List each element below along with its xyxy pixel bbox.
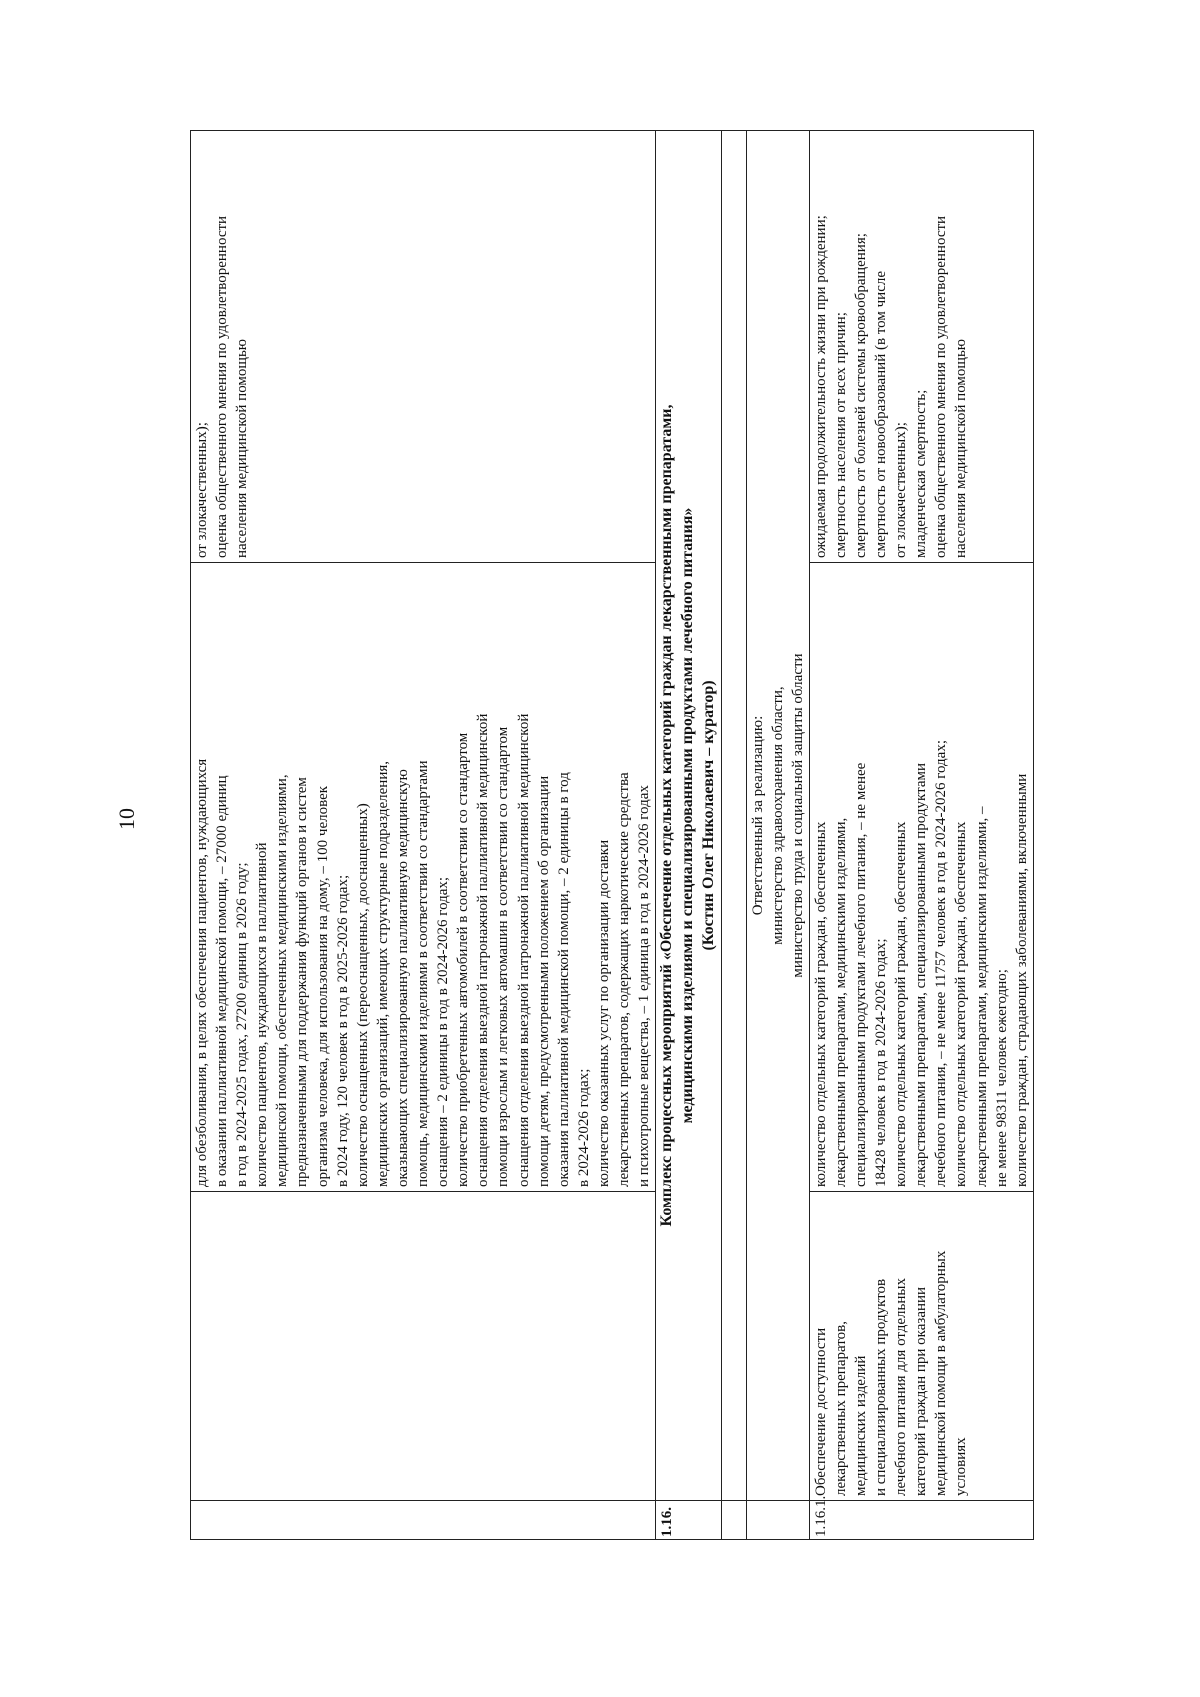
section-number: 1.16. xyxy=(656,1501,721,1540)
responsible-cell xyxy=(746,131,809,1501)
section-title-lines xyxy=(657,135,719,1496)
empty-cell xyxy=(721,1501,746,1540)
text-line: в год в 2024-2025 годах, 27200 единиц в 2026 году; xyxy=(234,862,251,1187)
indicators-cell xyxy=(191,563,656,1192)
text-line: медицинских организаций, имеющих структурные подразделения, xyxy=(374,761,391,1187)
text-line: и специализированных продуктов xyxy=(873,1278,890,1496)
text-line: лечебного питания для отдельных xyxy=(893,1278,910,1496)
goals-cell xyxy=(191,131,656,563)
text-line: помощи взрослым и легковых автомашин в соответствии со стандартом xyxy=(495,726,512,1187)
text-line: количество граждан, страдающих заболеваниями, включенными xyxy=(1013,773,1030,1187)
text-line: лекарственными препаратами, специализированными продуктами xyxy=(913,762,930,1187)
row-number: 1.16.1. xyxy=(809,1501,1033,1540)
page-number: 10 xyxy=(114,808,139,830)
text-line: условиях xyxy=(953,1437,970,1496)
table-row xyxy=(809,131,1033,1540)
text-line: лекарственными препаратами, медицинскими изделиями, xyxy=(832,817,849,1187)
text-line: населения медицинской помощью xyxy=(953,338,970,558)
text-line: помощь, медицинскими изделиями в соответствии со стандартами xyxy=(415,760,432,1187)
text-line: количество оказанных услуг по организации доставки xyxy=(595,839,612,1187)
text-line: предназначенными для поддержания функций органов и систем xyxy=(294,777,311,1187)
text-line: смертность населения от всех причин; xyxy=(832,312,849,558)
text-line: количество оснащенных (переоснащенных, дооснащенных) xyxy=(354,803,371,1187)
text-line: Обеспечение доступности xyxy=(812,1327,829,1496)
text-line: смертность от болезней системы кровообращения; xyxy=(853,233,870,558)
text-line: количество приобретенных автомобилей в соответствии со стандартом xyxy=(455,732,472,1187)
text-line: оценка общественного мнения по удовлетворенности xyxy=(214,215,231,558)
text-line: населения медицинской помощью xyxy=(234,338,251,558)
text-line: министерство труда и социальной защиты области xyxy=(789,653,806,978)
text-line: количество отдельных категорий граждан, обеспеченных xyxy=(893,821,910,1187)
text-line: лекарственных препаратов, содержащих наркотические средства xyxy=(615,772,632,1187)
text-line: министерство здравоохранения области, xyxy=(769,686,786,945)
text-line: оценка общественного мнения по удовлетворенности xyxy=(933,215,950,558)
indicators-cell xyxy=(809,563,1033,1192)
measure-name-lines xyxy=(811,1196,972,1496)
measure-name-cell xyxy=(191,1192,656,1501)
text-line: и психотропные вещества, – 1 единица в год в 2024-2026 годах xyxy=(636,785,653,1187)
text-line: количество отдельных категорий граждан, обеспеченных xyxy=(953,821,970,1187)
text-line: лекарственных препаратов, xyxy=(832,1321,849,1496)
text-line: оказывающих специализированную паллиативную медицинскую xyxy=(394,769,411,1187)
text-line: медицинской помощи, обеспеченных медицинскими изделиями, xyxy=(274,774,291,1187)
text-line: оснащения отделения выездной патронажной паллиативной медицинской xyxy=(475,713,492,1187)
indicators-list xyxy=(192,567,654,1187)
text-line: категорий граждан при оказании xyxy=(913,1286,930,1496)
text-line: для обезболивания, в целях обеспечения пациентов, нуждающихся xyxy=(194,758,210,1187)
text-line: Комплекс процессных мероприятий «Обеспечение отдельных категорий граждан лекарственными препаратами, xyxy=(658,404,676,1227)
table-row xyxy=(191,131,656,1540)
text-line: от злокачественных); xyxy=(194,422,210,558)
text-line: от злокачественных); xyxy=(893,422,910,558)
text-line: медицинскими изделиями и специализированными продуктами лечебного питания» xyxy=(678,507,696,1124)
text-line: смертность от новообразований (в том числе xyxy=(873,271,890,558)
text-line: оснащения – 2 единицы в год в 2024-2026 годах; xyxy=(435,876,452,1187)
text-line: лекарственными препаратами, медицинскими изделиями, – xyxy=(973,806,990,1187)
row-number-cell xyxy=(191,1501,656,1540)
text-line: в 2024 году, 120 человек в год в 2025-2026 годах; xyxy=(334,874,351,1187)
text-line: в оказании паллиативной медицинской помощи, – 27000 единиц xyxy=(214,775,231,1187)
text-line: 18428 человек в год в 2024-2026 годах; xyxy=(873,938,890,1187)
text-line: в 2024-2026 годах; xyxy=(575,1068,592,1187)
measure-name-cell xyxy=(809,1192,1033,1501)
text-line: ожидаемая продолжительность жизни при рождении; xyxy=(812,215,829,558)
text-line: не менее 98311 человек ежегодно; xyxy=(993,969,1010,1187)
text-line: количество пациентов, нуждающихся в паллиативной xyxy=(254,842,271,1187)
blank-separator-cell xyxy=(721,131,746,1501)
section-title xyxy=(656,131,721,1501)
rotated-table-container xyxy=(190,130,1060,1540)
text-line: медицинских изделий xyxy=(853,1355,870,1496)
text-line: лечебного питания, – не менее 11757 человек в год в 2024-2026 годах; xyxy=(933,739,950,1187)
responsible-row xyxy=(746,131,809,1540)
text-line: (Костин Олег Николаевич – куратор) xyxy=(699,680,717,951)
measures-table xyxy=(190,130,1034,1540)
section-row xyxy=(656,131,721,1540)
text-line: помощи детям, предусмотренными положением об организации xyxy=(535,775,552,1187)
text-line: организма человека, для использования на дому, – 100 человек xyxy=(314,785,331,1187)
goals-list xyxy=(811,135,972,558)
goals-cell xyxy=(809,131,1033,563)
goals-list xyxy=(192,135,252,558)
empty-cell xyxy=(746,1501,809,1540)
text-line: младенческая смертность; xyxy=(913,389,930,558)
text-line: количество отдельных категорий граждан, обеспеченных xyxy=(812,821,829,1187)
blank-row xyxy=(721,131,746,1540)
text-line: Ответственный за реализацию: xyxy=(749,715,766,916)
text-line: медицинской помощи в амбулаторных xyxy=(933,1250,950,1496)
responsible-lines xyxy=(748,135,808,1496)
indicators-list xyxy=(811,567,1032,1187)
text-line: оснащения отделения выездной патронажной паллиативной медицинской xyxy=(515,713,532,1187)
text-line: специализированными продуктами лечебного питания, – не менее xyxy=(853,762,870,1187)
text-line: оказания паллиативной медицинской помощи, – 2 единицы в год xyxy=(555,772,572,1187)
